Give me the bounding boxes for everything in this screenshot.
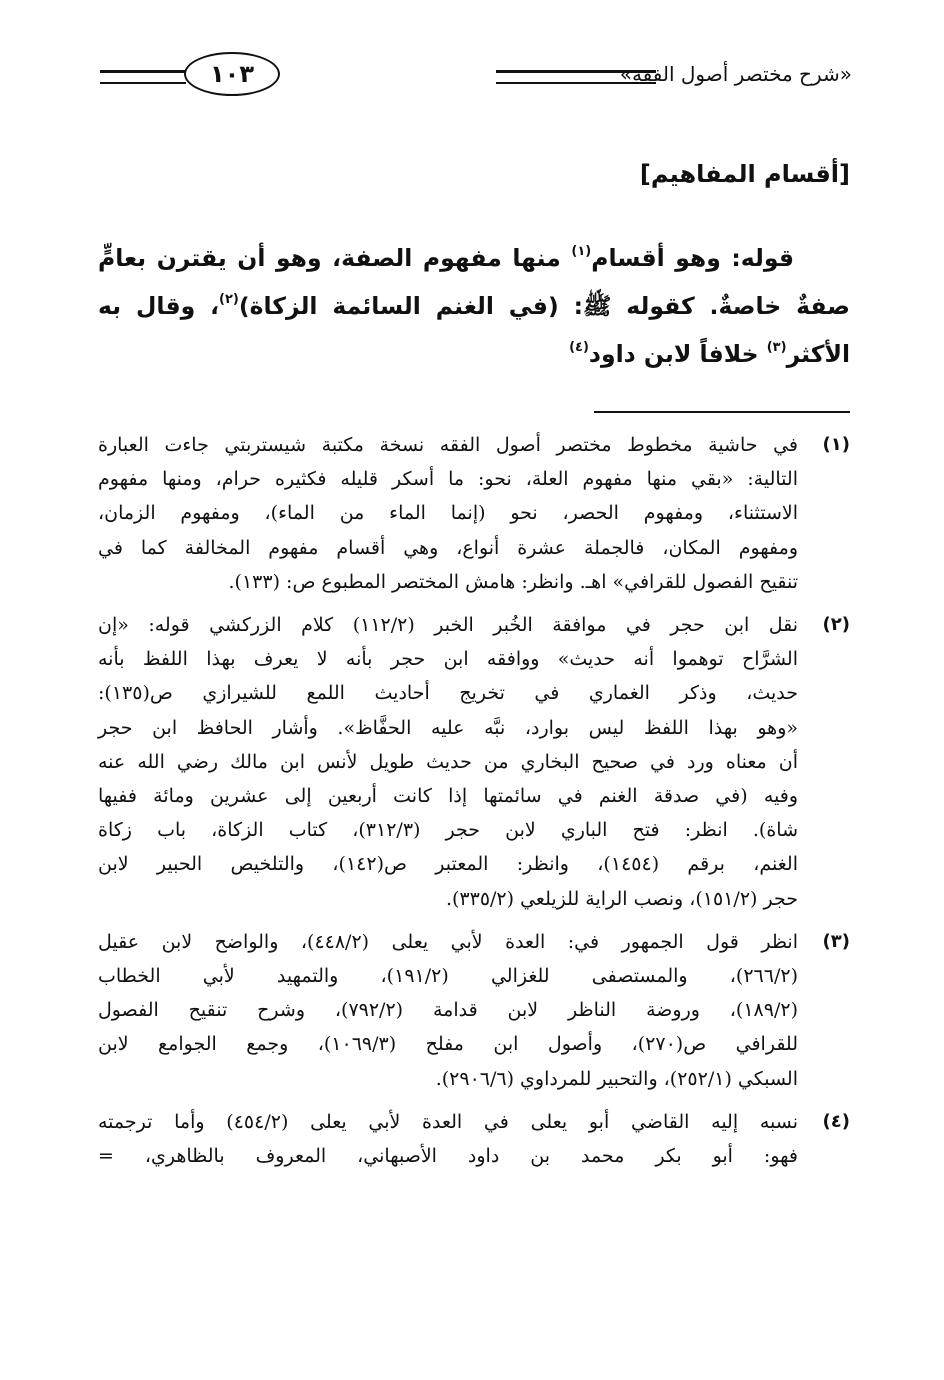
footnote-line: (١٨٩/٢)، وروضة الناظر لابن قدامة (٧٩٢/٢)، وشرح تنقيح الفصول bbox=[98, 999, 798, 1022]
header-book-title: «شرح مختصر أصول الفقه» bbox=[619, 62, 852, 86]
footnote-line: ومفهوم المكان، فالجملة عشرة أنواع، وهي أقسام مفهوم المخالفة كما في bbox=[98, 536, 798, 559]
footnote-4 bbox=[98, 1105, 850, 1173]
page-number: ١٠٣ bbox=[184, 52, 280, 96]
footnote-line: السبكي (٢٥٢/١)، والتحبير للمرداوي (٢٩٠٦/٦). bbox=[435, 1067, 798, 1090]
footnote-number: (٣) bbox=[822, 930, 850, 952]
footnote-line: حديث، وذكر الغماري في تخريج أحاديث اللمع للشيرازي ص(١٣٥): bbox=[98, 682, 798, 705]
footnote-line: نسبه إليه القاضي أبو يعلى في العدة لأبي يعلى (٤٥٤/٢) وأما ترجمته bbox=[98, 1110, 798, 1133]
footnote-number: (١) bbox=[822, 434, 850, 455]
footnote-line: وفيه (في صدقة الغنم في سائمتها إذا كانت أربعين إلى عشرين ومائة ففيها bbox=[98, 785, 798, 808]
main-text-segment: منها مفهوم الصفة، وهو أن يقترن بعامٍّ bbox=[98, 244, 572, 272]
footnote-line: للقرافي ص(٢٧٠)، وأصول ابن مفلح (١٠٦٩/٣)، وجمع الجوامع لابن bbox=[98, 1033, 799, 1056]
footnote-number: (٤) bbox=[822, 1110, 850, 1132]
footnote-line: انظر قول الجمهور في: العدة لأبي يعلى (٤٤٨/٢)، والواضح لابن عقيل bbox=[98, 930, 798, 953]
main-text-segment: قوله: وهو أقسام bbox=[591, 244, 794, 272]
footnote-marker-3: (٣) bbox=[766, 340, 787, 355]
footnote-3 bbox=[98, 925, 850, 1096]
section-heading: [أقسام المفاهيم] bbox=[639, 160, 850, 188]
footnote-2 bbox=[98, 608, 850, 916]
main-text-segment: الأكثر bbox=[786, 340, 850, 368]
main-text-segment: خلافاً لابن داود bbox=[588, 340, 767, 368]
footnote-marker-2: (٢) bbox=[219, 292, 239, 307]
footnote-line: «وهو بهذا اللفظ ليس بوارد، نبَّه عليه الحفَّاظ». وأشار الحافظ ابن حجر bbox=[98, 716, 798, 739]
footnote-line: التالية: «بقي منها مفهوم العلة، نحو: ما أسكر قليله فكثيره حرام، ومنها مفهوم bbox=[98, 468, 798, 491]
footnote-1 bbox=[98, 428, 850, 599]
footnote-line: الغنم، برقم (١٤٥٤)، وانظر: المعتبر ص(١٤٢)، والتلخيص الحبير لابن bbox=[98, 853, 798, 876]
footnote-line: الاستثناء، ومفهوم الحصر، نحو (إنما الماء من الماء)، ومفهوم الزمان، bbox=[98, 502, 798, 525]
main-text-segment: ، وقال به bbox=[98, 292, 220, 320]
main-text-line-2 bbox=[98, 282, 850, 330]
footnote-separator bbox=[594, 411, 850, 413]
main-text-line-3 bbox=[98, 330, 850, 378]
running-header bbox=[100, 48, 852, 104]
footnotes bbox=[98, 428, 850, 1182]
footnote-line: في حاشية مخطوط مختصر أصول الفقه نسخة مكتبة شيستربتي جاءت العبارة bbox=[98, 434, 798, 456]
footnote-line: نقل ابن حجر في موافقة الخُبر الخبر (١١٢/٢) كلام الزركشي قوله: «إن bbox=[98, 614, 799, 637]
footnote-line: الشرَّاح توهموا أنه حديث» ووافقه ابن حجر بأنه لا يعرف بهذا اللفظ بأنه bbox=[98, 648, 798, 671]
main-text bbox=[98, 234, 850, 378]
footnote-line: (٢٦٦/٢)، والمستصفى للغزالي (١٩١/٢)، والتمهيد لأبي الخطاب bbox=[98, 965, 798, 988]
header-rule-left bbox=[100, 70, 186, 84]
footnote-line: تنقيح الفصول للقرافي» اهـ. وانظر: هامش المختصر المطبوع ص: (١٣٣). bbox=[228, 570, 798, 593]
footnote-line: أن معناه ورد في صحيح البخاري من حديث طويل لأنس ابن مالك رضي الله عنه bbox=[98, 750, 798, 773]
footnote-line: حجر (١٥١/٢)، ونصب الراية للزيلعي (٣٣٥/٢). bbox=[445, 887, 798, 910]
header-rule-right bbox=[496, 70, 656, 84]
footnote-number: (٢) bbox=[822, 614, 850, 636]
footnote-line: شاة). انظر: فتح الباري لابن حجر (٣١٢/٣)، كتاب الزكاة، باب زكاة bbox=[98, 819, 798, 842]
main-text-segment: صفةٌ خاصةٌ. كقوله ﷺ: (في الغنم السائمة الزكاة) bbox=[238, 292, 850, 320]
footnote-marker-1: (١) bbox=[571, 244, 592, 259]
footnote-line: فهو: أبو بكر محمد بن داود الأصبهاني، المعروف بالظاهري، = bbox=[98, 1145, 798, 1168]
footnote-marker-4: (٤) bbox=[569, 340, 589, 355]
main-text-line-1 bbox=[98, 234, 850, 282]
